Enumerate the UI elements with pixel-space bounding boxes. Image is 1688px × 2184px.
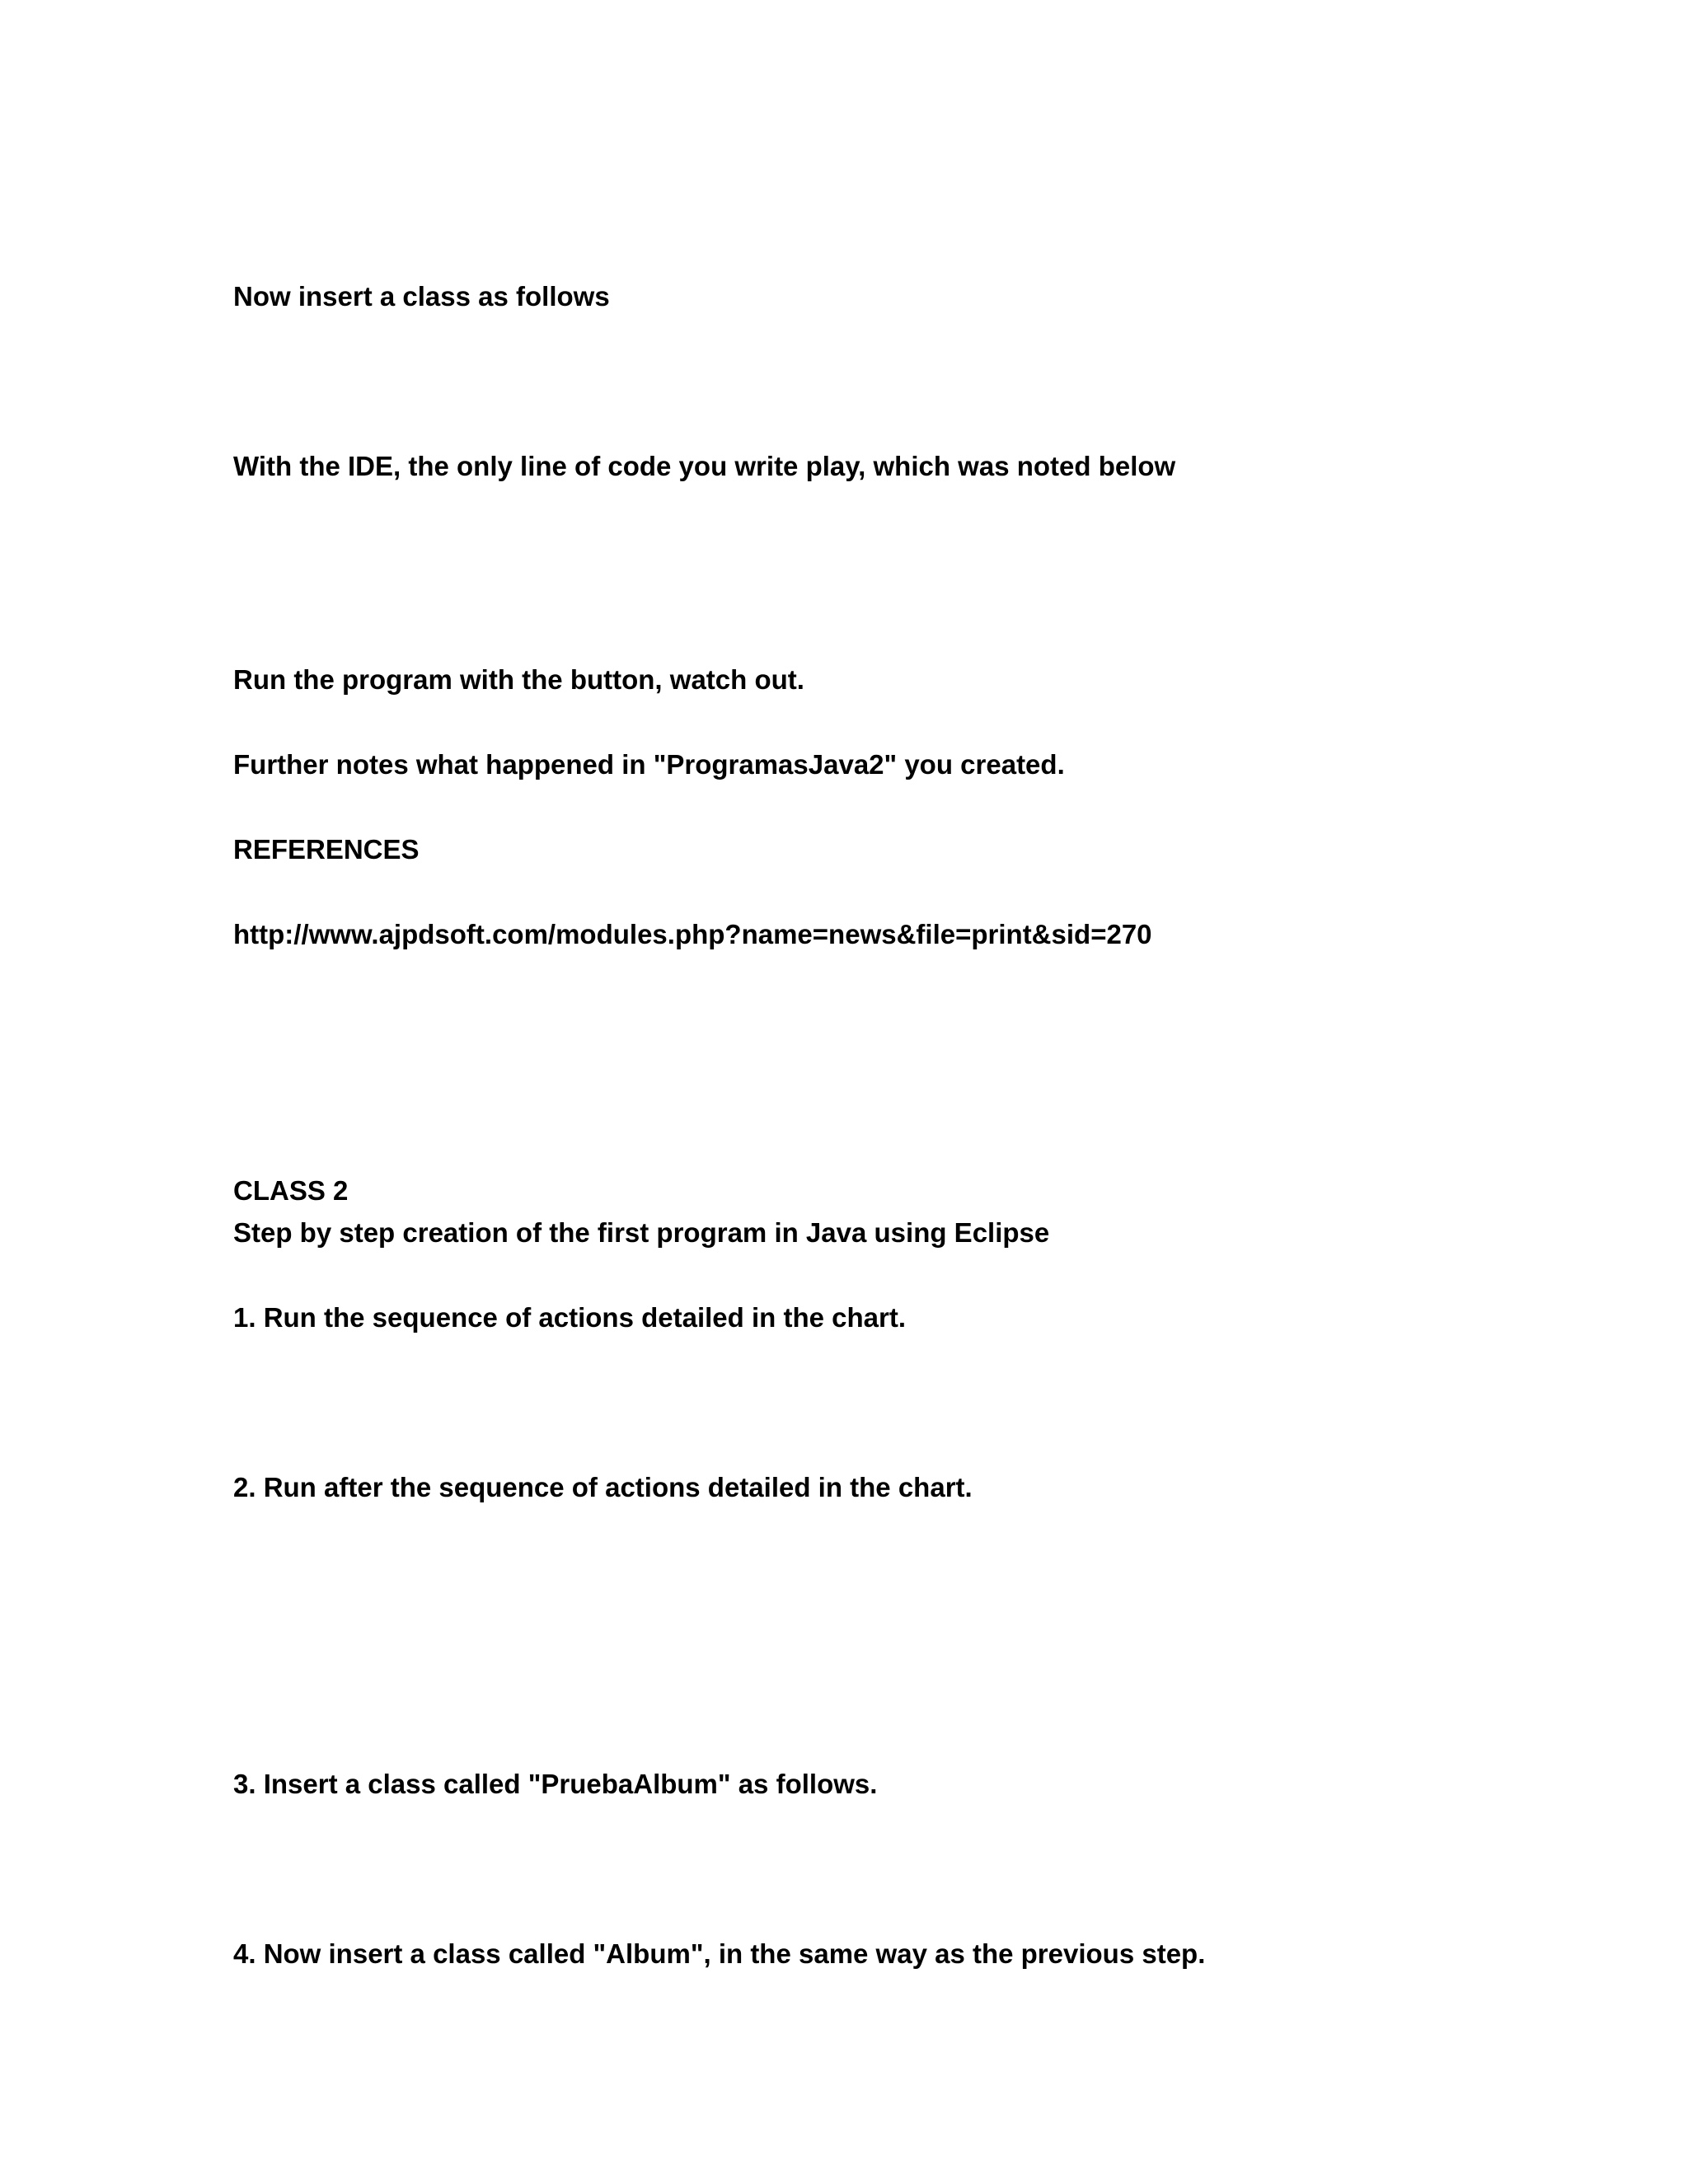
instruction-run-program: Run the program with the button, watch out.	[233, 664, 804, 695]
instruction-insert-class: Now insert a class as follows	[233, 281, 610, 312]
step-2: 2. Run after the sequence of actions detailed in the chart.	[233, 1472, 973, 1502]
instruction-further-notes: Further notes what happened in "ProgramasJava2" you created.	[233, 749, 1065, 780]
step-1: 1. Run the sequence of actions detailed in the chart.	[233, 1302, 906, 1333]
instruction-ide-code: With the IDE, the only line of code you write play, which was noted below	[233, 451, 1176, 481]
class-2-subtitle: Step by step creation of the first program in Java using Eclipse	[233, 1217, 1050, 1248]
references-heading: REFERENCES	[233, 834, 420, 865]
step-4: 4. Now insert a class called "Album", in the same way as the previous step.	[233, 1938, 1206, 1969]
reference-link[interactable]: http://www.ajpdsoft.com/modules.php?name=news&file=print&sid=270	[233, 919, 1152, 949]
class-2-heading: CLASS 2	[233, 1175, 349, 1206]
step-3: 3. Insert a class called "PruebaAlbum" as follows.	[233, 1769, 878, 1799]
